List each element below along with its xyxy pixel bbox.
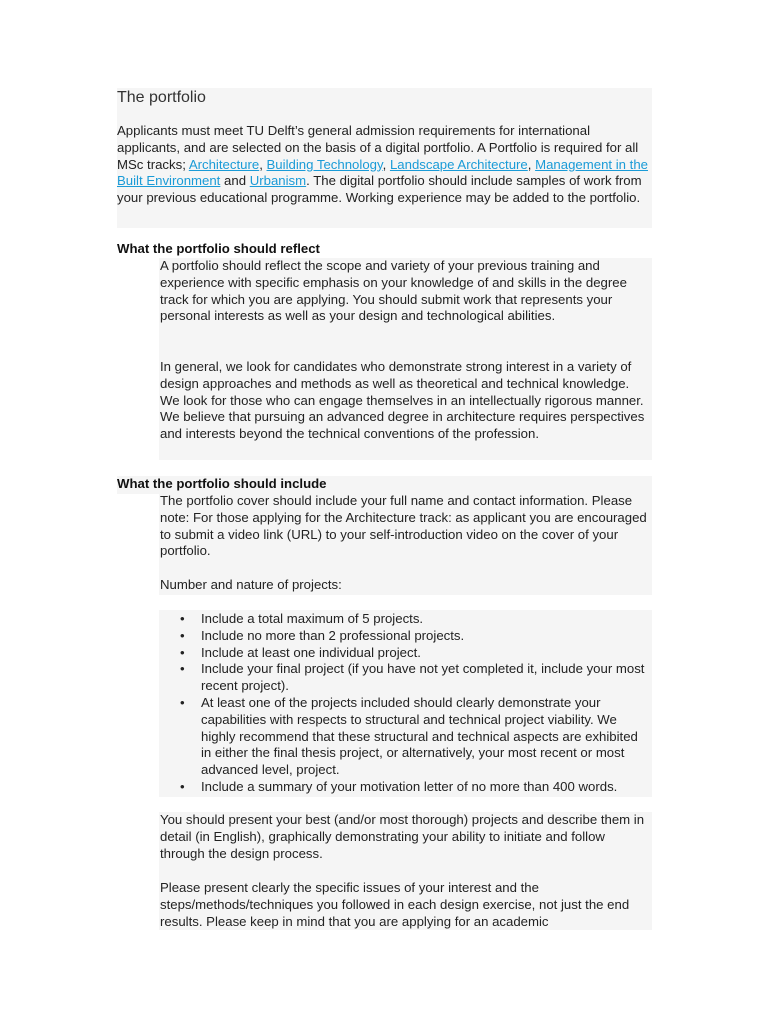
include-heading: What the portfolio should include — [117, 476, 327, 491]
intro-paragraph — [117, 123, 652, 207]
reflect-paragraph-2: In general, we look for candidates who demonstrate strong interest in a variety of design approaches and methods as well as theoretical and technical knowledge. We look for those who can engage themselves in an intellectually rigorous manner. We believe that pursuing an advanced degree in architecture requires perspectives and interests beyond the technical conventions of the profession. — [160, 359, 645, 442]
intro-sep: , — [259, 156, 267, 172]
page-title: The portfolio — [117, 89, 206, 106]
intro-sep: , — [527, 156, 536, 172]
link-landscape-architecture[interactable]: Landscape Architecture — [389, 156, 528, 172]
reflect-paragraph-1: A portfolio should reflect the scope and variety of your previous training and experience with specific emphasis on your knowledge of and skills in the degree track for which you are applying. You should submit work that represents your personal interests as well as your design and technological abilities. — [160, 258, 627, 324]
list-item: • Include a summary of your motivation letter of no more than 400 words. — [159, 779, 651, 796]
link-building-technology[interactable]: Building Technology — [266, 156, 383, 172]
reflect-heading: What the portfolio should reflect — [117, 241, 320, 256]
intro-text-2: . The digital portfolio should include samples of work from your previous educational programme. Working experience may be added to the portfolio. — [117, 173, 642, 206]
list-item: • Include at least one individual project. — [159, 645, 651, 662]
intro-sep: , — [382, 156, 390, 172]
intro-and: and — [220, 173, 250, 189]
include-paragraph-3: You should present your best (and/or most thorough) projects and describe them in detail (in English), graphically demonstrating your ability to initiate and follow through the design process. — [160, 812, 645, 861]
list-item: • At least one of the projects included should clearly demonstrate your capabilities with respects to structural and technical project viability. We highly recommend that these structural and technical aspects are exhibited in either the final thesis project, or alternatively, your most recent or most advanced level, project. — [159, 695, 651, 779]
list-item: • Include your final project (if you have not yet completed it, include your most recent project). — [159, 661, 651, 695]
include-paragraph-2: Number and nature of projects: — [160, 577, 342, 592]
intro-text-1: Applicants must meet TU Delft’s general admission requirements for international applicants, and are selected on the basis of a digital portfolio. A Portfolio is required for all MSc tracks; — [117, 123, 639, 172]
link-architecture[interactable]: Architecture — [188, 156, 260, 172]
include-paragraph-1: The portfolio cover should include your full name and contact information. Please note: For those applying for the Architecture track: as applicant you are encouraged to submit a video link (URL) to your self-introduction video on the cover of your portfolio. — [160, 493, 647, 559]
list-item: • Include no more than 2 professional projects. — [159, 628, 651, 645]
link-management-built-environment[interactable]: Management in the Built Environment — [117, 156, 648, 189]
list-item: • Include a total maximum of 5 projects. — [159, 611, 651, 628]
projects-list — [159, 611, 651, 796]
link-urbanism[interactable]: Urbanism — [249, 173, 307, 189]
include-paragraph-4: Please present clearly the specific issues of your interest and the steps/methods/techniques you followed in each design exercise, not just the end results. Please keep in mind that you are applying for an academic — [160, 880, 630, 929]
